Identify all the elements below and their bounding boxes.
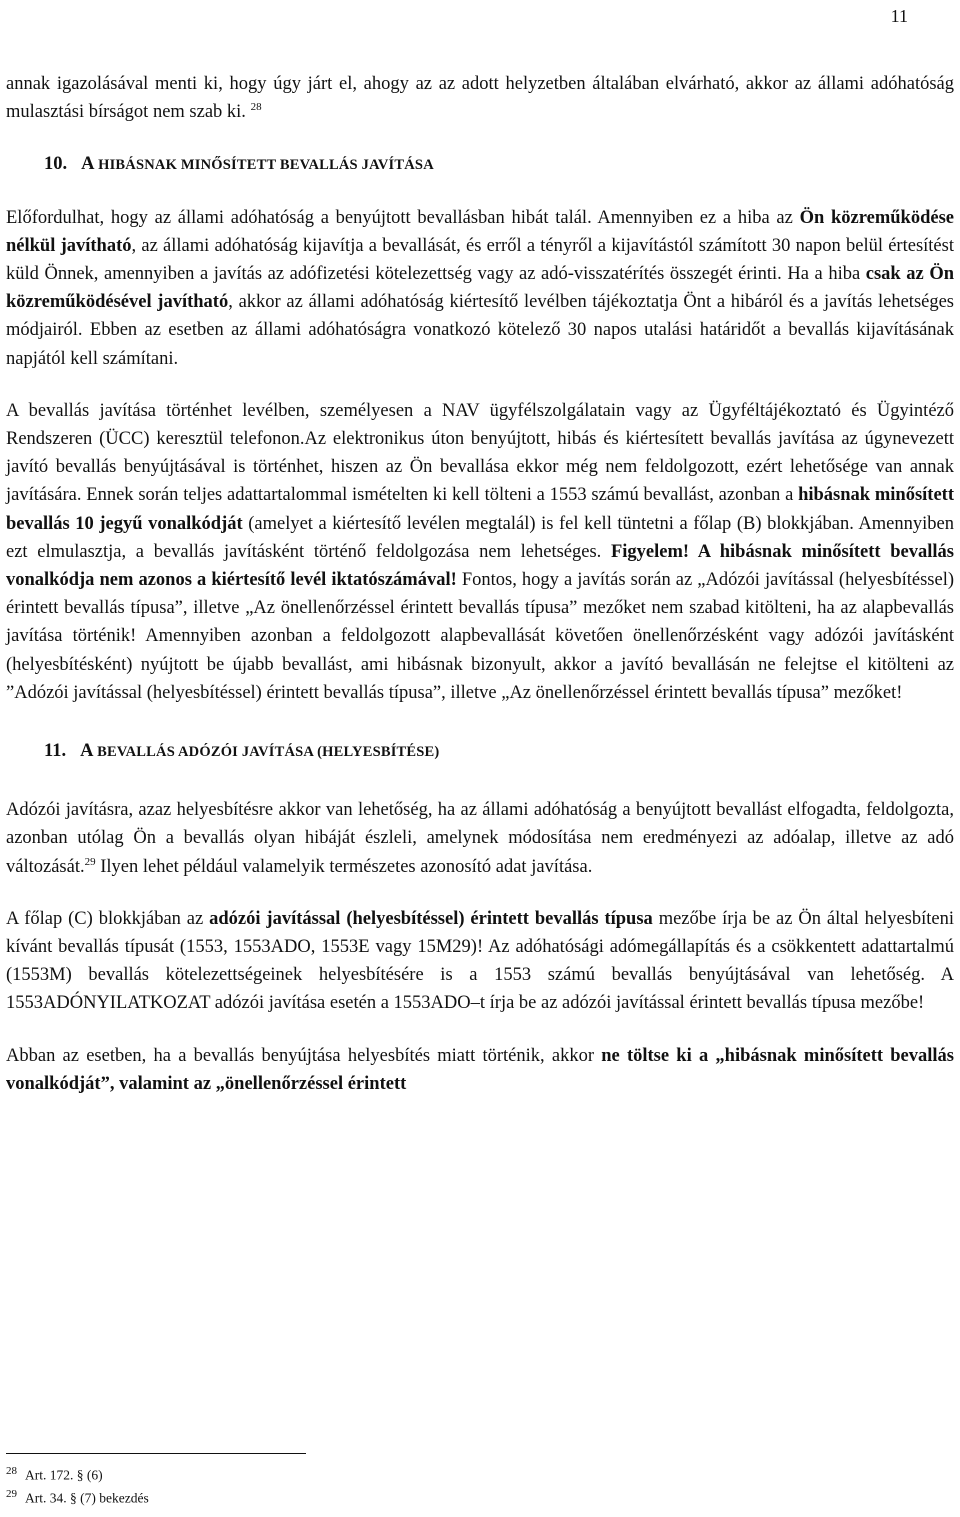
paragraph-main-sheet-c: A főlap (C) blokkjában az adózói javítással (helyesbítéssel) érintett bevallás típusa mezőbe írja be az Ön által helyesbíteni kívánt bevallás típusát (1553, 1553ADO, 1553E vagy 15M29)! Az adóhatósági adómegállapítás és a csökkentett adattartalmú (1553M) bevallás kötelezettségeinek helyesbítésére is a 1553 számú bevallás benyújtásával van lehetőség. A 1553ADÓNYILATKOZAT adózói javítása esetén a 1553ADO–t írja be az adózói javítással érintett bevallás típusa mezőbe!: [6, 908, 955, 1014]
document-body: [6, 70, 954, 1098]
footnote-ref-28[interactable]: 28: [250, 101, 262, 114]
paragraph-barcode-note: Abban az esetben, ha a bevallás benyújtása helyesbítés miatt történik, akkor ne töltse ki a „hibásnak minősített bevallás vonalkódját”, valamint az „önellenőrzéssel érintett: [6, 1045, 954, 1094]
footnotes: [6, 1462, 606, 1507]
section-heading-11: 11. A BEVALLÁS ADÓZÓI JAVÍTÁSA (HELYESBÍTÉSE): [44, 741, 440, 762]
section-heading-10: 10. A HIBÁSNAK MINŐSÍTETT BEVALLÁS JAVÍTÁSA: [44, 154, 434, 175]
page-number: 11: [890, 6, 908, 26]
footnote-28: $^{28}$ Art. 172. § (6): [6, 1465, 103, 1483]
footnote-29: $^{29}$ Art. 34. § (7) bekezdés: [6, 1487, 149, 1505]
paragraph-taxpayer-correction: Adózói javításra, azaz helyesbítésre akkor van lehetőség, ha az állami adóhatóság a benyújtott bevallást elfogadta, feldolgozta, azonban utólag Ön a bevallás olyan hibáját észleli, amelynek módosítása nem eredményezi az adóalap, illetve az adó változását.$^{29}$ Ilyen lehet például valamelyik természetes azonosító adat javítása.: [6, 800, 954, 877]
footnote-ref-29[interactable]: 29: [84, 855, 96, 868]
paragraph-error-correction: Előfordulhat, hogy az állami adóhatóság a benyújtott bevallásban hibát talál. Amennyiben ez a hiba az Ön közreműködése nélkül javítható, az állami adóhatóság kijavítja a bevallását, és erről a tényről a kijavítástól számított 30 napon belül értesítést küld Önnek, amennyiben a javítás az adófizetési kötelezettség vagy az adó-visszatérítés összegét érinti. Ha a hiba csak az Ön közreműködésével javítható, akkor az állami adóhatóság kiértesítő levélben tájékoztatja Önt a hibáról és a javítás lehetséges módjairól. Ebben az esetben az állami adóhatóságra vonatkozó kötelező 30 napos utalási határidőt a bevallás kijavításának napjától kell számítani.: [6, 207, 955, 369]
paragraph-intro: annak igazolásával menti ki, hogy úgy járt el, ahogy az az adott helyzetben általában elvárható, akkor az állami adóhatóság mulasztási bírságot nem szab ki. $^{28}$: [6, 74, 954, 123]
paragraph-correction-methods: A bevallás javítása történhet levélben, személyesen a NAV ügyfélszolgálatain vagy az Ügyféltájékoztató és Ügyintéző Rendszeren (ÜCC) keresztül telefonon.Az elektronikus úton benyújtott, hibás és kiértesített bevallás javítása az úgynevezett javító bevallás benyújtásával is történhet, hiszen az Ön bevallása ekkor még nem feldolgozott, ezért lehetősége van annak javítására. Ennek során teljes adattartalommal ismételten ki kell tölteni a 1553 számú bevallást, azonban a hibásnak minősített bevallás 10 jegyű vonalkódját (amelyet a kiértesítő levélen megtalál) is fel kell tüntetni a főlap (B) blokkjában. Amennyiben ezt elmulasztja, a bevallás javításként történő feldolgozása nem lehetséges. Figyelem! A hibásnak minősített bevallás vonalkódja nem azonos a kiértesítő levél iktatószámával! Fontos, hogy a javítás során az „Adózói javítással (helyesbítéssel) érintett bevallás típusa”, illetve „Az önellenőrzéssel érintett bevallás típusa” mezőket nem szabad kitölteni, ha az alapbevallás javítása történik! Amennyiben azonban a feldolgozott alapbevallását követően önellenőrzésként vagy adózói javításként (helyesbítésként) nyújtott be újabb bevallást, ami hibásnak bizonyult, akkor a javító bevallásán ne felejtse el kitölteni az ”Adózói javítással (helyesbítéssel) érintett bevallás típusa”, illetve „Az önellenőrzéssel érintett bevallás típusa” mezőket!: [6, 400, 955, 703]
footnote-divider: [6, 1453, 306, 1454]
